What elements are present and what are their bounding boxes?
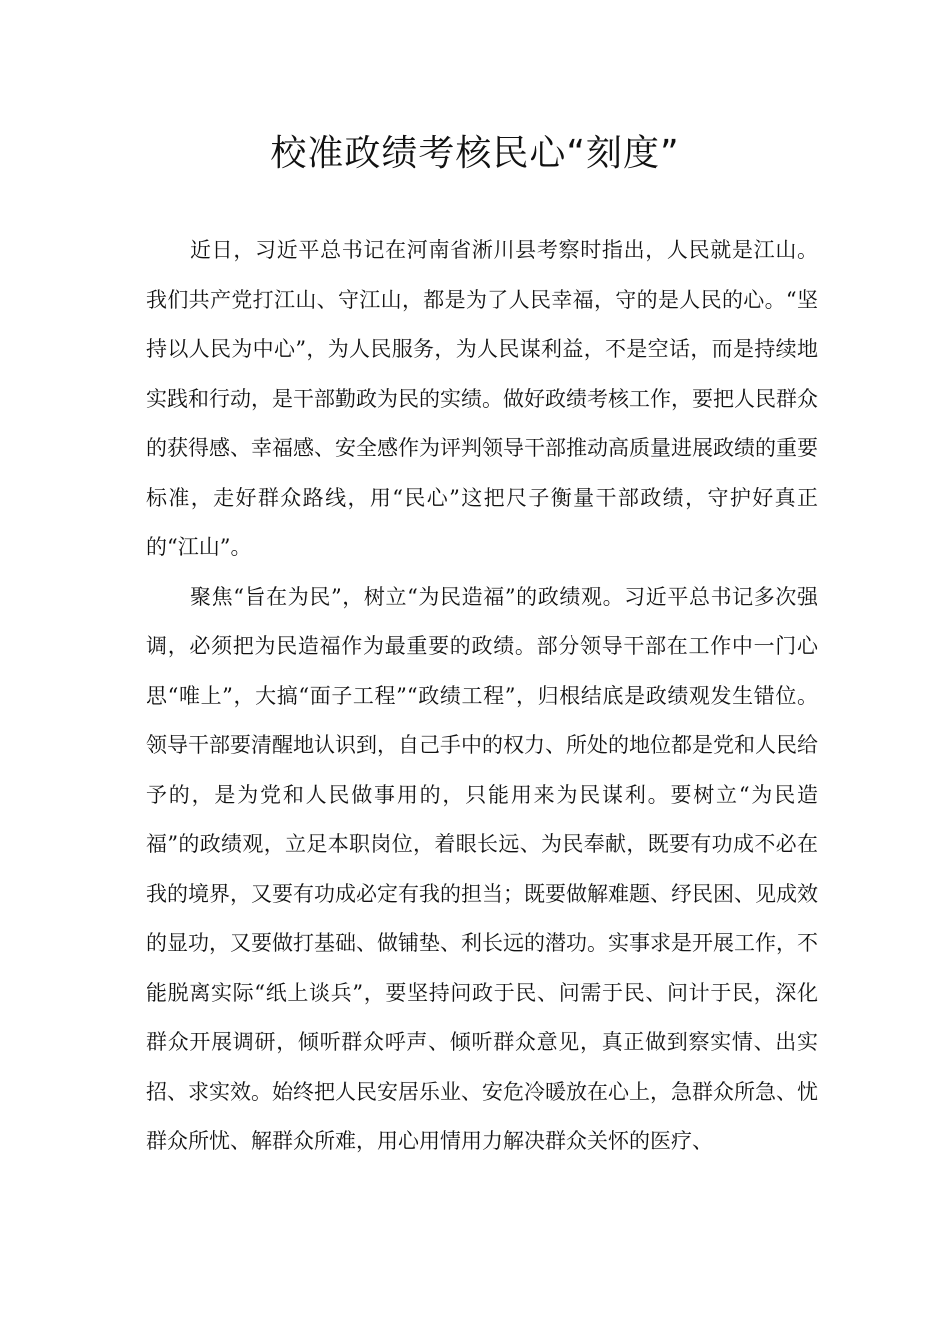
document-body <box>146 226 818 1167</box>
paragraph-2: 聚焦“旨在为民”，树立“为民造福”的政绩观。习近平总书记多次强调，必须把为民造福作为最重要的政绩。部分领导干部在工作中一门心思“唯上”，大搞“面子工程”“政绩工程”，归根结底是政绩观发生错位。领导干部要清醒地认识到，自己手中的权力、所处的地位都是党和人民给予的，是为党和人民做事用的，只能用来为民谋利。要树立“为民造福”的政绩观，立足本职岗位，着眼长远、为民奉献，既要有功成不必在我的境界，又要有功成必定有我的担当；既要做解难题、纾民困、见成效的显功，又要做打基础、做铺垫、利长远的潜功。实事求是开展工作，不能脱离实际“纸上谈兵”，要坚持问政于民、问需于民、问计于民，深化群众开展调研，倾听群众呼声、倾听群众意见，真正做到察实情、出实招、求实效。始终把人民安居乐业、安危冷暖放在心上，急群众所急、忧群众所忧、解群众所难，用心用情用力解决群众关怀的医疗、 <box>146 584 818 1153</box>
paragraph-1: 近日，习近平总书记在河南省淅川县考察时指出，人民就是江山。我们共产党打江山、守江山，都是为了人民幸福，守的是人民的心。“坚持以人民为中心”，为人民服务，为人民谋利益，不是空话，而是持续地实践和行动，是干部勤政为民的实绩。做好政绩考核工作，要把人民群众的获得感、幸福感、安全感作为评判领导干部推动高质量进展政绩的重要标准，走好群众路线，用“民心”这把尺子衡量干部政绩，守护好真正的“江山”。 <box>146 238 818 559</box>
document-title: 校准政绩考核民心“刻度” <box>270 133 680 174</box>
